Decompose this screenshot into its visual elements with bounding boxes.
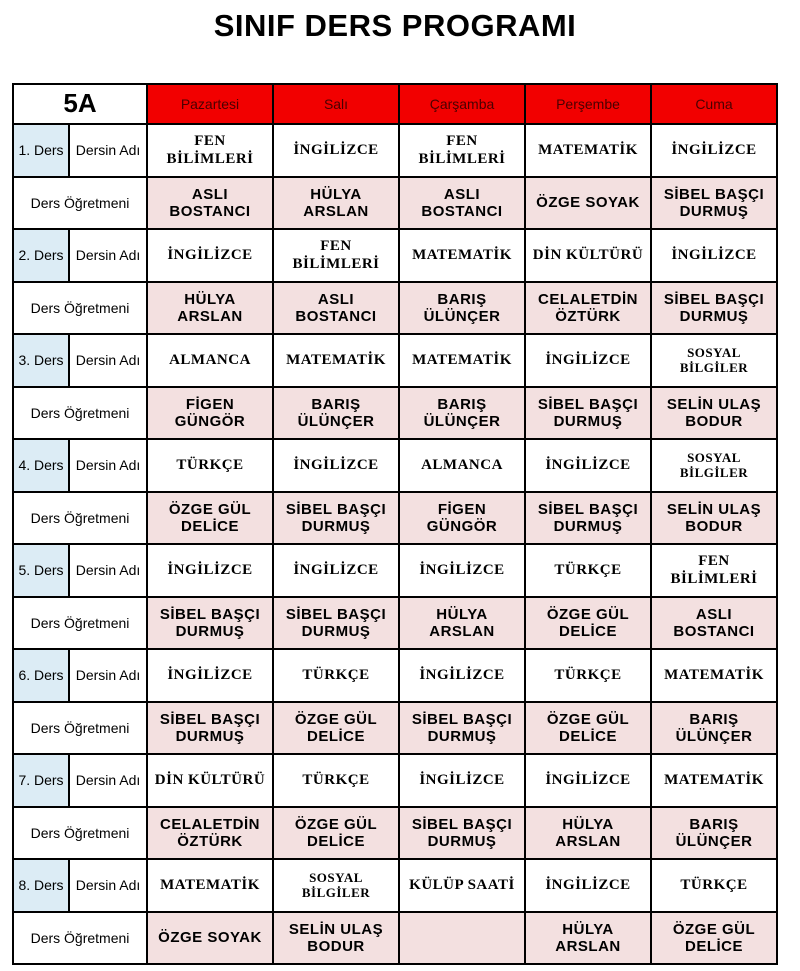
- teacher-cell-thursday: [525, 387, 651, 439]
- subject-name: TÜRKÇE: [302, 666, 370, 683]
- lesson-subject-row: [13, 334, 777, 387]
- subject-name: İNGİLİZCE: [671, 141, 757, 158]
- subject-name: TÜRKÇE: [680, 876, 748, 893]
- lesson-number: 2. Ders: [13, 229, 69, 282]
- subject-cell-friday: [651, 859, 777, 912]
- subject-cell-thursday: [525, 124, 651, 177]
- subject-name: İNGİLİZCE: [293, 456, 379, 473]
- teacher-name: ASLI BOSTANCI: [169, 185, 251, 220]
- teacher-name: ÖZGE GÜL DELİCE: [546, 605, 630, 640]
- lesson-number: 1. Ders: [13, 124, 69, 177]
- teacher-cell-monday: [147, 807, 273, 859]
- subject-name: MATEMATİK: [538, 141, 638, 158]
- subject-cell-tuesday: [273, 439, 399, 492]
- teacher-name: FİGEN GÜNGÖR: [174, 395, 246, 430]
- teacher-name: SİBEL BAŞÇI DURMUŞ: [663, 290, 765, 325]
- subject-name: İNGİLİZCE: [419, 771, 505, 788]
- lesson-subject-row: [13, 754, 777, 807]
- subject-name: İNGİLİZCE: [167, 246, 253, 263]
- subject-label: Dersin Adı: [69, 334, 147, 387]
- lesson-number: 8. Ders: [13, 859, 69, 912]
- teacher-cell-tuesday: [273, 177, 399, 229]
- teacher-cell-wednesday: [399, 702, 525, 754]
- subject-cell-monday: [147, 859, 273, 912]
- teacher-cell-tuesday: [273, 282, 399, 334]
- subject-label: Dersin Adı: [69, 229, 147, 282]
- lesson-subject-row: [13, 124, 777, 177]
- teacher-name: ÖZGE SOYAK: [536, 194, 640, 212]
- teacher-label: Ders Öğretmeni: [13, 912, 147, 964]
- subject-cell-wednesday: [399, 754, 525, 807]
- lesson-teacher-row: [13, 807, 777, 859]
- teacher-cell-friday: [651, 807, 777, 859]
- subject-cell-wednesday: [399, 229, 525, 282]
- teacher-cell-tuesday: [273, 702, 399, 754]
- teacher-name: SİBEL BAŞÇI DURMUŞ: [159, 605, 261, 640]
- subject-cell-friday: [651, 649, 777, 702]
- teacher-name: SİBEL BAŞÇI DURMUŞ: [663, 185, 765, 220]
- lesson-number: 5. Ders: [13, 544, 69, 597]
- teacher-label: Ders Öğretmeni: [13, 702, 147, 754]
- subject-name: MATEMATİK: [664, 666, 764, 683]
- teacher-cell-thursday: [525, 597, 651, 649]
- subject-name: MATEMATİK: [412, 246, 512, 263]
- teacher-name: BARIŞ ÜLÜNÇER: [297, 395, 375, 430]
- lesson-teacher-row: [13, 597, 777, 649]
- lesson-teacher-row: [13, 177, 777, 229]
- subject-name: İNGİLİZCE: [545, 771, 631, 788]
- teacher-cell-wednesday: [399, 912, 525, 964]
- teacher-cell-tuesday: [273, 597, 399, 649]
- teacher-name: HÜLYA ARSLAN: [429, 605, 495, 640]
- teacher-cell-thursday: [525, 702, 651, 754]
- subject-cell-thursday: [525, 439, 651, 492]
- subject-cell-monday: [147, 544, 273, 597]
- lesson-teacher-row: [13, 387, 777, 439]
- subject-name: KÜLÜP SAATİ: [409, 876, 515, 893]
- subject-label: Dersin Adı: [69, 754, 147, 807]
- subject-name: FEN BİLİMLERİ: [670, 553, 758, 587]
- subject-cell-tuesday: [273, 754, 399, 807]
- subject-cell-thursday: [525, 229, 651, 282]
- subject-cell-thursday: [525, 754, 651, 807]
- subject-name: MATEMATİK: [160, 876, 260, 893]
- teacher-cell-friday: [651, 492, 777, 544]
- teacher-cell-wednesday: [399, 597, 525, 649]
- lesson-number: 6. Ders: [13, 649, 69, 702]
- subject-name: SOSYAL BİLGİLER: [679, 344, 749, 375]
- teacher-name: SELİN ULAŞ BODUR: [666, 500, 762, 535]
- lesson-number: 3. Ders: [13, 334, 69, 387]
- subject-name: İNGİLİZCE: [167, 561, 253, 578]
- teacher-cell-thursday: [525, 177, 651, 229]
- teacher-cell-monday: [147, 282, 273, 334]
- teacher-cell-monday: [147, 492, 273, 544]
- subject-cell-wednesday: [399, 124, 525, 177]
- teacher-name: SİBEL BAŞÇI DURMUŞ: [537, 500, 639, 535]
- lesson-subject-row: [13, 439, 777, 492]
- subject-cell-thursday: [525, 859, 651, 912]
- teacher-name: ÖZGE SOYAK: [158, 929, 262, 947]
- subject-cell-monday: [147, 649, 273, 702]
- subject-name: TÜRKÇE: [176, 456, 244, 473]
- teacher-cell-monday: [147, 387, 273, 439]
- teacher-name: SELİN ULAŞ BODUR: [666, 395, 762, 430]
- lesson-number: 4. Ders: [13, 439, 69, 492]
- header-row: [13, 84, 777, 124]
- teacher-name: ÖZGE GÜL DELİCE: [294, 710, 378, 745]
- subject-name: İNGİLİZCE: [293, 561, 379, 578]
- subject-cell-thursday: [525, 544, 651, 597]
- class-name: 5A: [13, 84, 147, 124]
- teacher-name: ASLI BOSTANCI: [673, 605, 755, 640]
- subject-cell-friday: [651, 229, 777, 282]
- teacher-cell-friday: [651, 702, 777, 754]
- teacher-name: BARIŞ ÜLÜNÇER: [675, 710, 753, 745]
- teacher-name: HÜLYA ARSLAN: [555, 920, 621, 955]
- subject-cell-tuesday: [273, 334, 399, 387]
- teacher-name: SİBEL BAŞÇI DURMUŞ: [159, 710, 261, 745]
- teacher-name: SİBEL BAŞÇI DURMUŞ: [537, 395, 639, 430]
- subject-name: FEN BİLİMLERİ: [166, 133, 254, 167]
- subject-name: İNGİLİZCE: [293, 141, 379, 158]
- subject-cell-monday: [147, 229, 273, 282]
- lesson-teacher-row: [13, 702, 777, 754]
- teacher-cell-monday: [147, 912, 273, 964]
- subject-name: İNGİLİZCE: [545, 876, 631, 893]
- teacher-name: SİBEL BAŞÇI DURMUŞ: [411, 710, 513, 745]
- subject-name: FEN BİLİMLERİ: [418, 133, 506, 167]
- subject-cell-tuesday: [273, 124, 399, 177]
- teacher-name: BARIŞ ÜLÜNÇER: [423, 395, 501, 430]
- teacher-name: CELALETDİN ÖZTÜRK: [538, 290, 638, 325]
- teacher-name: SİBEL BAŞÇI DURMUŞ: [285, 605, 387, 640]
- subject-name: MATEMATİK: [664, 771, 764, 788]
- subject-cell-wednesday: [399, 439, 525, 492]
- teacher-cell-tuesday: [273, 387, 399, 439]
- teacher-cell-monday: [147, 177, 273, 229]
- day-header-thursday: Perşembe: [525, 84, 651, 124]
- subject-name: TÜRKÇE: [302, 771, 370, 788]
- teacher-cell-tuesday: [273, 807, 399, 859]
- subject-cell-friday: [651, 439, 777, 492]
- subject-cell-friday: [651, 754, 777, 807]
- subject-cell-wednesday: [399, 544, 525, 597]
- lesson-subject-row: [13, 229, 777, 282]
- subject-label: Dersin Adı: [69, 649, 147, 702]
- lesson-subject-row: [13, 544, 777, 597]
- teacher-name: ASLI BOSTANCI: [421, 185, 503, 220]
- lesson-number: 7. Ders: [13, 754, 69, 807]
- teacher-name: ÖZGE GÜL DELİCE: [546, 710, 630, 745]
- teacher-cell-thursday: [525, 912, 651, 964]
- subject-name: İNGİLİZCE: [419, 666, 505, 683]
- subject-label: Dersin Adı: [69, 439, 147, 492]
- subject-name: DİN KÜLTÜRÜ: [532, 246, 644, 263]
- teacher-label: Ders Öğretmeni: [13, 597, 147, 649]
- teacher-cell-wednesday: [399, 177, 525, 229]
- teacher-name: CELALETDİN ÖZTÜRK: [160, 815, 260, 850]
- subject-cell-tuesday: [273, 544, 399, 597]
- schedule-table: [12, 83, 778, 965]
- teacher-name: BARIŞ ÜLÜNÇER: [423, 290, 501, 325]
- teacher-name: ÖZGE GÜL DELİCE: [294, 815, 378, 850]
- lesson-subject-row: [13, 859, 777, 912]
- teacher-cell-monday: [147, 597, 273, 649]
- subject-cell-thursday: [525, 649, 651, 702]
- teacher-label: Ders Öğretmeni: [13, 807, 147, 859]
- teacher-label: Ders Öğretmeni: [13, 282, 147, 334]
- subject-cell-tuesday: [273, 229, 399, 282]
- subject-cell-monday: [147, 754, 273, 807]
- subject-name: DİN KÜLTÜRÜ: [154, 771, 266, 788]
- subject-name: FEN BİLİMLERİ: [292, 238, 380, 272]
- teacher-cell-thursday: [525, 492, 651, 544]
- subject-cell-friday: [651, 334, 777, 387]
- subject-cell-tuesday: [273, 649, 399, 702]
- teacher-cell-friday: [651, 177, 777, 229]
- teacher-name: HÜLYA ARSLAN: [177, 290, 243, 325]
- teacher-name: ASLI BOSTANCI: [295, 290, 377, 325]
- subject-name: İNGİLİZCE: [545, 456, 631, 473]
- teacher-cell-friday: [651, 597, 777, 649]
- lesson-teacher-row: [13, 492, 777, 544]
- teacher-name: FİGEN GÜNGÖR: [426, 500, 498, 535]
- teacher-cell-tuesday: [273, 492, 399, 544]
- teacher-cell-friday: [651, 912, 777, 964]
- teacher-name: BARIŞ ÜLÜNÇER: [675, 815, 753, 850]
- subject-name: ALMANCA: [421, 456, 503, 473]
- page-title: SINIF DERS PROGRAMI: [213, 8, 577, 43]
- teacher-name: HÜLYA ARSLAN: [555, 815, 621, 850]
- subject-name: TÜRKÇE: [554, 561, 622, 578]
- day-header-tuesday: Salı: [273, 84, 399, 124]
- subject-cell-tuesday: [273, 859, 399, 912]
- teacher-name: SELİN ULAŞ BODUR: [288, 920, 384, 955]
- subject-name: ALMANCA: [169, 351, 251, 368]
- subject-label: Dersin Adı: [69, 544, 147, 597]
- lesson-subject-row: [13, 649, 777, 702]
- subject-cell-wednesday: [399, 859, 525, 912]
- subject-name: MATEMATİK: [412, 351, 512, 368]
- teacher-name: ÖZGE GÜL DELİCE: [168, 500, 252, 535]
- day-header-wednesday: Çarşamba: [399, 84, 525, 124]
- teacher-name: SİBEL BAŞÇI DURMUŞ: [285, 500, 387, 535]
- teacher-cell-wednesday: [399, 492, 525, 544]
- teacher-cell-friday: [651, 282, 777, 334]
- subject-cell-wednesday: [399, 649, 525, 702]
- subject-cell-thursday: [525, 334, 651, 387]
- teacher-cell-thursday: [525, 807, 651, 859]
- lesson-teacher-row: [13, 282, 777, 334]
- teacher-cell-wednesday: [399, 807, 525, 859]
- teacher-name: SİBEL BAŞÇI DURMUŞ: [411, 815, 513, 850]
- subject-name: MATEMATİK: [286, 351, 386, 368]
- subject-name: SOSYAL BİLGİLER: [301, 869, 371, 900]
- teacher-cell-friday: [651, 387, 777, 439]
- subject-label: Dersin Adı: [69, 124, 147, 177]
- teacher-label: Ders Öğretmeni: [13, 492, 147, 544]
- subject-name: İNGİLİZCE: [167, 666, 253, 683]
- teacher-cell-thursday: [525, 282, 651, 334]
- subject-cell-monday: [147, 439, 273, 492]
- teacher-name: ÖZGE GÜL DELİCE: [672, 920, 756, 955]
- subject-cell-wednesday: [399, 334, 525, 387]
- teacher-cell-monday: [147, 702, 273, 754]
- day-header-friday: Cuma: [651, 84, 777, 124]
- teacher-cell-wednesday: [399, 282, 525, 334]
- subject-cell-friday: [651, 544, 777, 597]
- subject-name: SOSYAL BİLGİLER: [679, 449, 749, 480]
- subject-label: Dersin Adı: [69, 859, 147, 912]
- subject-name: TÜRKÇE: [554, 666, 622, 683]
- subject-name: İNGİLİZCE: [671, 246, 757, 263]
- teacher-label: Ders Öğretmeni: [13, 387, 147, 439]
- lesson-teacher-row: [13, 912, 777, 964]
- teacher-cell-tuesday: [273, 912, 399, 964]
- teacher-cell-wednesday: [399, 387, 525, 439]
- teacher-name: HÜLYA ARSLAN: [303, 185, 369, 220]
- subject-name: İNGİLİZCE: [545, 351, 631, 368]
- day-header-monday: Pazartesi: [147, 84, 273, 124]
- subject-cell-monday: [147, 334, 273, 387]
- subject-cell-monday: [147, 124, 273, 177]
- subject-cell-friday: [651, 124, 777, 177]
- teacher-label: Ders Öğretmeni: [13, 177, 147, 229]
- subject-name: İNGİLİZCE: [419, 561, 505, 578]
